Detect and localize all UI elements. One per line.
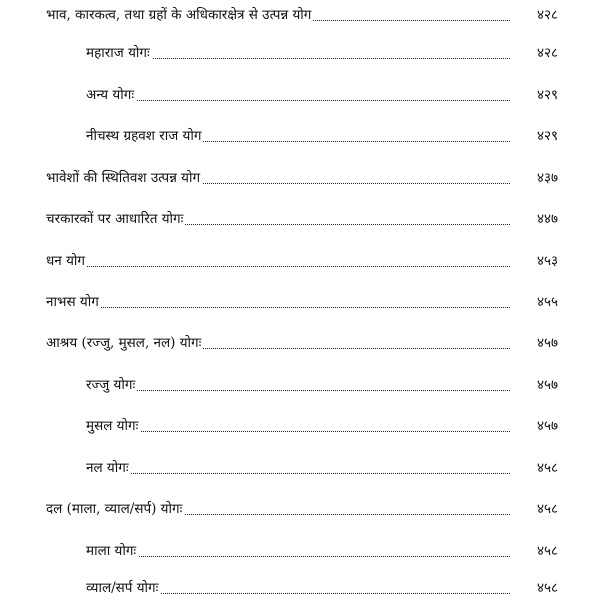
toc-entry-title: व्याल/सर्प योगः <box>86 576 160 600</box>
dot-leader <box>46 264 510 267</box>
toc-entry <box>0 414 600 438</box>
toc-entry-title: दल (माला, व्याल/सर्प) योगः <box>46 497 184 521</box>
toc-entry-page-number: ४२९ <box>510 124 558 148</box>
toc-entry <box>0 576 600 600</box>
toc-entry <box>0 41 600 65</box>
toc-entry-page-number: ४३७ <box>510 166 558 190</box>
toc-entry-title: महाराज योगः <box>86 41 152 65</box>
toc-entry-title: धन योग <box>46 249 87 273</box>
toc-entry-title: मुसल योगः <box>86 414 140 438</box>
toc-entry <box>0 166 600 190</box>
toc-entry-title: चरकारकों पर आधारित योगः <box>46 207 185 231</box>
toc-entry <box>0 124 600 148</box>
toc-entry <box>0 207 600 231</box>
dot-leader <box>86 429 510 432</box>
toc-entry-title: नीचस्थ ग्रहवश राज योग <box>86 124 203 148</box>
toc-entry-title: अन्य योगः <box>86 83 136 107</box>
toc-entry-page-number: ४५८ <box>510 456 558 480</box>
dot-leader <box>86 471 510 474</box>
dot-leader <box>46 305 510 308</box>
toc-entry <box>0 290 600 314</box>
dot-leader <box>86 554 510 557</box>
toc-entry-page-number: ४५७ <box>510 331 558 355</box>
toc-entry <box>0 456 600 480</box>
toc-entry-title: नल योगः <box>86 456 131 480</box>
dot-leader <box>86 388 510 391</box>
toc-entry-page-number: ४२८ <box>510 41 558 65</box>
toc-entry <box>0 497 600 521</box>
toc-entry <box>0 373 600 397</box>
toc-entry-title: आश्रय (रज्जु, मुसल, नल) योगः <box>46 331 203 355</box>
toc-entry-title: रज्जु योगः <box>86 373 137 397</box>
toc-entry <box>0 3 600 27</box>
toc-entry-page-number: ४५३ <box>510 249 558 273</box>
toc-entry-title: नाभस योग <box>46 290 101 314</box>
dot-leader <box>86 98 510 101</box>
toc-entry-title: भाव, कारकत्व, तथा ग्रहों के अधिकारक्षेत्र से उत्पन्न योग <box>46 3 313 27</box>
toc-entry-page-number: ४५८ <box>510 539 558 563</box>
toc-entry-page-number: ४५८ <box>510 497 558 521</box>
toc-entry <box>0 83 600 107</box>
toc-entry-title: भावेशों की स्थितिवश उत्पन्न योग <box>46 166 202 190</box>
toc-entry <box>0 249 600 273</box>
toc-entry-page-number: ४५७ <box>510 373 558 397</box>
toc-entry-page-number: ४२८ <box>510 3 558 27</box>
toc-entry-page-number: ४५५ <box>510 290 558 314</box>
toc-entry <box>0 331 600 355</box>
toc-entry <box>0 539 600 563</box>
toc-entry-page-number: ४५७ <box>510 414 558 438</box>
toc-entry-page-number: ४४७ <box>510 207 558 231</box>
toc-entry-page-number: ४५८ <box>510 576 558 600</box>
toc-entry-title: माला योगः <box>86 539 138 563</box>
toc-entry-page-number: ४२९ <box>510 83 558 107</box>
